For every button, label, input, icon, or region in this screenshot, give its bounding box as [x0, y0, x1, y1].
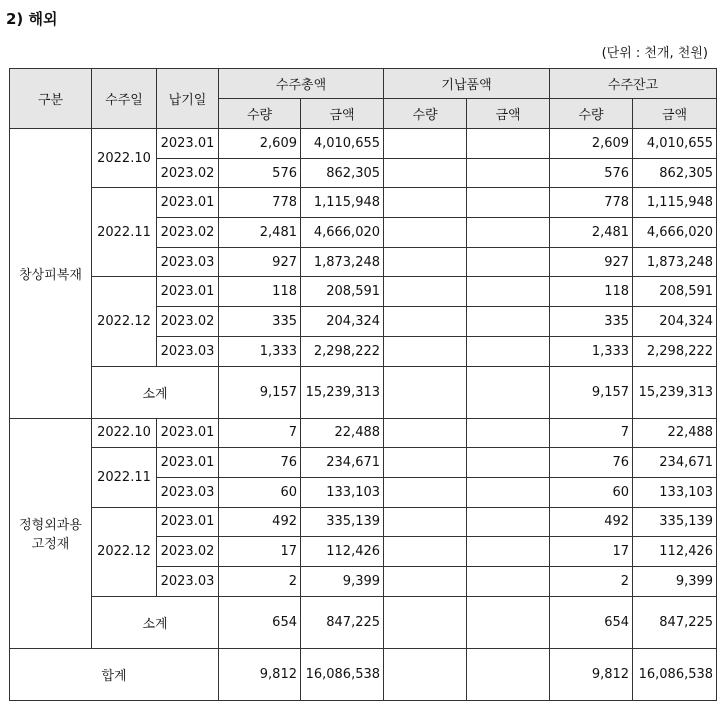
- delivered-amount-cell: [467, 507, 550, 537]
- backlog-amount-cell: 204,324: [633, 307, 717, 337]
- subtotal-backlog-amount: 15,239,313: [633, 366, 717, 418]
- subtotal-delivered-qty: [384, 596, 467, 648]
- delivered-amount-cell: [467, 247, 550, 277]
- backlog-amount-cell: 4,010,655: [633, 129, 717, 159]
- header-total-amount: 금액: [301, 99, 384, 129]
- total-amount-cell: 335,139: [301, 507, 384, 537]
- total-delivered-amount: [467, 648, 550, 700]
- total-amount-cell: 4,010,655: [301, 129, 384, 159]
- subtotal-delivered-amount: [467, 596, 550, 648]
- backlog-qty-cell: 778: [550, 188, 633, 218]
- total-amount-cell: 2,298,222: [301, 336, 384, 366]
- overseas-order-table: [9, 68, 717, 701]
- header-total-qty: 수량: [219, 99, 301, 129]
- backlog-amount-cell: 208,591: [633, 277, 717, 307]
- delivered-qty-cell: [384, 218, 467, 248]
- order-date-cell: 2022.10: [92, 129, 157, 188]
- backlog-amount-cell: 22,488: [633, 418, 717, 448]
- subtotal-backlog-qty: 654: [550, 596, 633, 648]
- subtotal-row: [10, 596, 717, 648]
- delivered-amount-cell: [467, 477, 550, 507]
- header-backlog-amount: 금액: [633, 99, 717, 129]
- header-delivered-qty: 수량: [384, 99, 467, 129]
- header-delivered-amount: 금액: [467, 99, 550, 129]
- total-amount-cell: 1,873,248: [301, 247, 384, 277]
- total-backlog-amount: 16,086,538: [633, 648, 717, 700]
- order-date-cell: 2022.11: [92, 448, 157, 507]
- delivered-amount-cell: [467, 418, 550, 448]
- delivery-date-cell: 2023.03: [157, 566, 219, 596]
- header-delivered: 기납품액: [384, 69, 550, 99]
- subtotal-row: [10, 366, 717, 418]
- total-label: 합계: [10, 648, 219, 700]
- delivered-amount-cell: [467, 188, 550, 218]
- header-order-date: 수주일: [92, 69, 157, 129]
- total-amount-cell: 9,399: [301, 566, 384, 596]
- table-row: [10, 418, 717, 448]
- subtotal-label: 소계: [92, 596, 219, 648]
- delivered-qty-cell: [384, 336, 467, 366]
- subtotal-backlog-qty: 9,157: [550, 366, 633, 418]
- total-qty-cell: 2,481: [219, 218, 301, 248]
- total-row: [10, 648, 717, 700]
- delivered-qty-cell: [384, 247, 467, 277]
- delivery-date-cell: 2023.02: [157, 158, 219, 188]
- total-amount-cell: 133,103: [301, 477, 384, 507]
- delivered-qty-cell: [384, 277, 467, 307]
- delivery-date-cell: 2023.03: [157, 477, 219, 507]
- order-date-cell: 2022.12: [92, 507, 157, 596]
- header-delivery-date: 납기일: [157, 69, 219, 129]
- backlog-qty-cell: 2: [550, 566, 633, 596]
- backlog-amount-cell: 2,298,222: [633, 336, 717, 366]
- subtotal-total-qty: 654: [219, 596, 301, 648]
- subtotal-total-amount: 847,225: [301, 596, 384, 648]
- total-qty-cell: 2: [219, 566, 301, 596]
- backlog-qty-cell: 7: [550, 418, 633, 448]
- total-amount-cell: 234,671: [301, 448, 384, 478]
- total-qty-cell: 2,609: [219, 129, 301, 159]
- header-backlog: 수주잔고: [550, 69, 717, 99]
- table-row: [10, 188, 717, 218]
- total-qty-cell: 335: [219, 307, 301, 337]
- delivered-amount-cell: [467, 537, 550, 567]
- delivery-date-cell: 2023.01: [157, 418, 219, 448]
- delivery-date-cell: 2023.01: [157, 188, 219, 218]
- order-date-cell: 2022.11: [92, 188, 157, 277]
- table-row: [10, 277, 717, 307]
- delivery-date-cell: 2023.02: [157, 307, 219, 337]
- section-title: 2) 해외: [6, 10, 58, 28]
- total-backlog-qty: 9,812: [550, 648, 633, 700]
- delivered-amount-cell: [467, 566, 550, 596]
- total-amount-cell: 208,591: [301, 277, 384, 307]
- delivered-amount-cell: [467, 158, 550, 188]
- delivered-qty-cell: [384, 307, 467, 337]
- backlog-amount-cell: 1,115,948: [633, 188, 717, 218]
- order-date-cell: 2022.10: [92, 418, 157, 448]
- total-qty-cell: 17: [219, 537, 301, 567]
- delivery-date-cell: 2023.01: [157, 448, 219, 478]
- backlog-qty-cell: 927: [550, 247, 633, 277]
- delivered-qty-cell: [384, 507, 467, 537]
- total-qty-cell: 60: [219, 477, 301, 507]
- delivered-qty-cell: [384, 537, 467, 567]
- delivery-date-cell: 2023.02: [157, 218, 219, 248]
- backlog-amount-cell: 234,671: [633, 448, 717, 478]
- category-cell: 정형외과용 고정재: [10, 418, 92, 648]
- delivered-qty-cell: [384, 158, 467, 188]
- backlog-amount-cell: 862,305: [633, 158, 717, 188]
- backlog-amount-cell: 9,399: [633, 566, 717, 596]
- total-amount-cell: 112,426: [301, 537, 384, 567]
- backlog-qty-cell: 17: [550, 537, 633, 567]
- backlog-qty-cell: 2,609: [550, 129, 633, 159]
- total-delivered-qty: [384, 648, 467, 700]
- subtotal-delivered-qty: [384, 366, 467, 418]
- delivery-date-cell: 2023.03: [157, 336, 219, 366]
- total-amount-cell: 204,324: [301, 307, 384, 337]
- backlog-amount-cell: 1,873,248: [633, 247, 717, 277]
- total-qty-cell: 76: [219, 448, 301, 478]
- total-total-qty: 9,812: [219, 648, 301, 700]
- subtotal-backlog-amount: 847,225: [633, 596, 717, 648]
- total-qty-cell: 778: [219, 188, 301, 218]
- backlog-qty-cell: 76: [550, 448, 633, 478]
- backlog-qty-cell: 335: [550, 307, 633, 337]
- table-row: [10, 448, 717, 478]
- total-total-amount: 16,086,538: [301, 648, 384, 700]
- delivered-amount-cell: [467, 336, 550, 366]
- subtotal-total-qty: 9,157: [219, 366, 301, 418]
- delivery-date-cell: 2023.03: [157, 247, 219, 277]
- delivered-qty-cell: [384, 448, 467, 478]
- total-amount-cell: 4,666,020: [301, 218, 384, 248]
- delivery-date-cell: 2023.01: [157, 507, 219, 537]
- table-row: [10, 129, 717, 159]
- backlog-qty-cell: 60: [550, 477, 633, 507]
- total-amount-cell: 862,305: [301, 158, 384, 188]
- table-header: [10, 69, 717, 129]
- total-qty-cell: 1,333: [219, 336, 301, 366]
- backlog-qty-cell: 2,481: [550, 218, 633, 248]
- header-category: 구분: [10, 69, 92, 129]
- subtotal-delivered-amount: [467, 366, 550, 418]
- order-date-cell: 2022.12: [92, 277, 157, 366]
- table-body: [10, 129, 717, 701]
- total-amount-cell: 22,488: [301, 418, 384, 448]
- delivered-amount-cell: [467, 218, 550, 248]
- unit-note: (단위 : 천개, 천원): [601, 46, 708, 61]
- delivery-date-cell: 2023.01: [157, 277, 219, 307]
- delivered-qty-cell: [384, 188, 467, 218]
- delivered-amount-cell: [467, 448, 550, 478]
- delivery-date-cell: 2023.01: [157, 129, 219, 159]
- delivery-date-cell: 2023.02: [157, 537, 219, 567]
- delivered-qty-cell: [384, 129, 467, 159]
- delivered-qty-cell: [384, 566, 467, 596]
- total-qty-cell: 492: [219, 507, 301, 537]
- backlog-qty-cell: 492: [550, 507, 633, 537]
- backlog-amount-cell: 112,426: [633, 537, 717, 567]
- backlog-qty-cell: 1,333: [550, 336, 633, 366]
- total-qty-cell: 118: [219, 277, 301, 307]
- total-amount-cell: 1,115,948: [301, 188, 384, 218]
- subtotal-total-amount: 15,239,313: [301, 366, 384, 418]
- delivered-amount-cell: [467, 129, 550, 159]
- total-qty-cell: 576: [219, 158, 301, 188]
- header-backlog-qty: 수량: [550, 99, 633, 129]
- delivered-amount-cell: [467, 277, 550, 307]
- subtotal-label: 소계: [92, 366, 219, 418]
- total-qty-cell: 927: [219, 247, 301, 277]
- table-row: [10, 507, 717, 537]
- header-total-order: 수주총액: [219, 69, 384, 99]
- delivered-qty-cell: [384, 477, 467, 507]
- backlog-amount-cell: 4,666,020: [633, 218, 717, 248]
- backlog-amount-cell: 335,139: [633, 507, 717, 537]
- category-cell: 창상피복재: [10, 129, 92, 419]
- backlog-qty-cell: 118: [550, 277, 633, 307]
- backlog-amount-cell: 133,103: [633, 477, 717, 507]
- delivered-qty-cell: [384, 418, 467, 448]
- delivered-amount-cell: [467, 307, 550, 337]
- backlog-qty-cell: 576: [550, 158, 633, 188]
- total-qty-cell: 7: [219, 418, 301, 448]
